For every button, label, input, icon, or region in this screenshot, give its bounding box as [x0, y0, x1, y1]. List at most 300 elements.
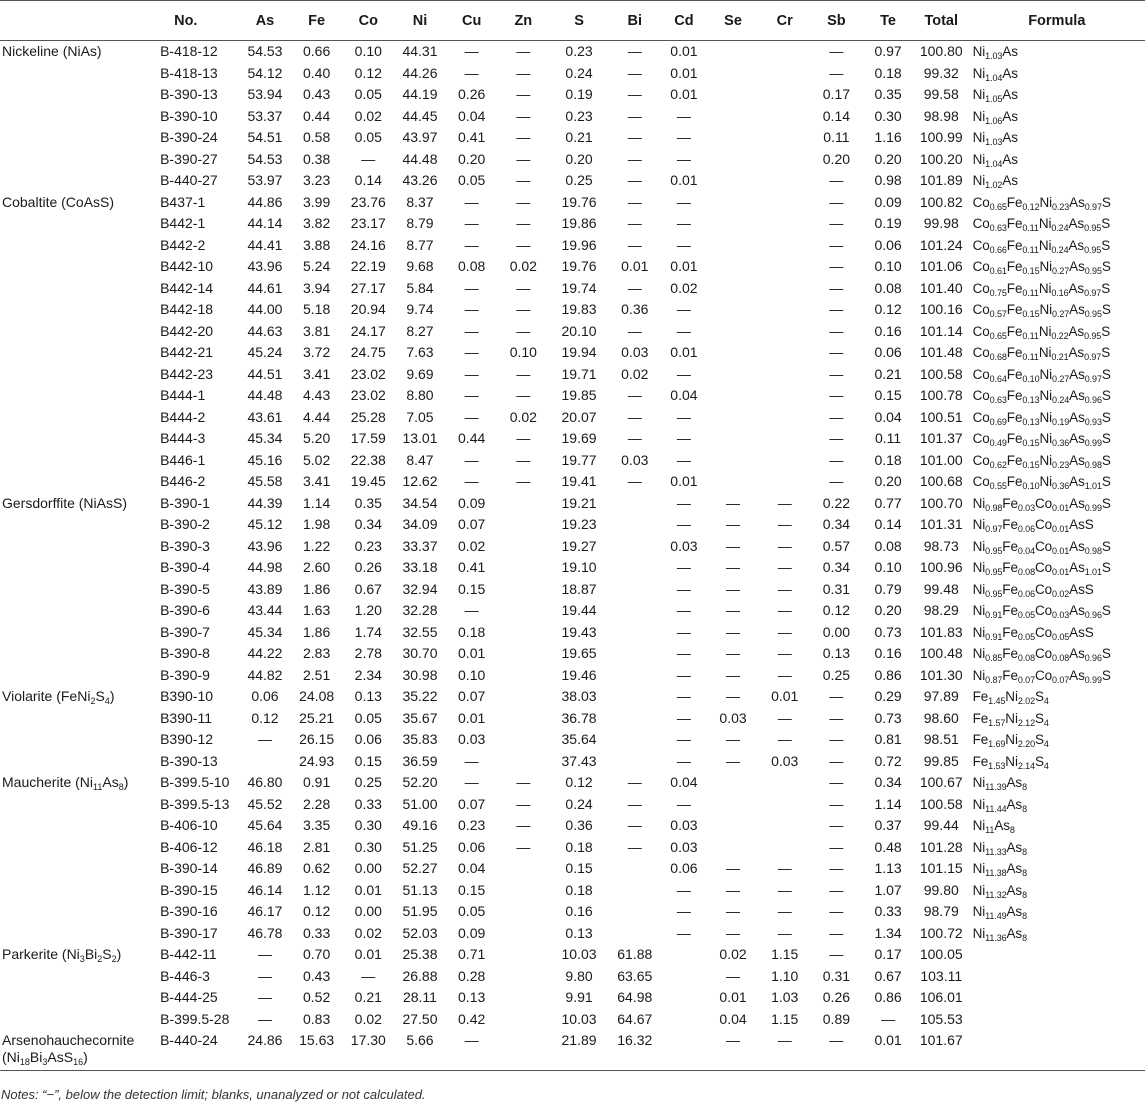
value-cell-cd: 0.03: [670, 817, 698, 833]
value-cell-cr: 1.15: [771, 946, 799, 962]
value-cell-cd: —: [676, 516, 691, 532]
value-cell-ni: 8.79: [406, 215, 434, 231]
value-cell-te: 0.35: [874, 86, 902, 102]
value-cell-total: 99.48: [923, 580, 959, 597]
value-cell-cu: 0.04: [458, 860, 486, 876]
value-cell-zn: —: [516, 365, 531, 382]
value-cell-cd: 0.01: [670, 172, 698, 188]
value-cell-s: 36.78: [561, 709, 597, 726]
formula-cell: $Ni_{11.33}As_8$: [972, 839, 1027, 857]
value-cell-cu: 0.06: [458, 838, 486, 855]
value-cell-total: 100.99: [919, 129, 963, 145]
value-cell-cr: [759, 106, 811, 128]
value-cell-fe: 2.51: [303, 666, 331, 683]
value-cell-as: 0.12: [251, 709, 279, 726]
value-cell-fe: 3.35: [303, 817, 331, 833]
value-cell-co: 1.20: [354, 602, 382, 618]
formula-cell: $Ni_{11.49}As_8$: [972, 904, 1027, 921]
value-cell-total: 101.31: [919, 516, 963, 532]
value-cell-zn: [497, 536, 549, 558]
value-cell-ni: 9.68: [406, 258, 434, 274]
value-cell-as: —: [257, 989, 272, 1005]
value-cell-fe: 0.43: [303, 967, 331, 984]
value-cell-cd: —: [676, 107, 691, 124]
value-cell-bi: —: [627, 473, 642, 489]
table-row: [0, 751, 1145, 773]
column-header-as: As: [239, 1, 291, 41]
value-cell-te: —: [881, 1010, 896, 1027]
value-cell-total: 101.00: [919, 451, 963, 468]
value-cell-as: 0.06: [251, 688, 279, 704]
value-cell-zn: [497, 708, 549, 730]
value-cell-te: 0.08: [874, 279, 902, 296]
value-cell-bi: [609, 579, 661, 601]
value-cell-s: 0.13: [565, 924, 593, 941]
value-cell-se: —: [726, 688, 741, 704]
value-cell-zn: [497, 643, 549, 665]
value-cell-cd: —: [676, 322, 691, 339]
value-cell-bi: —: [627, 193, 642, 210]
sample-number-cell: B442-23: [160, 365, 214, 382]
value-cell-cd: 0.03: [670, 838, 698, 855]
value-cell-total: 101.37: [919, 430, 963, 446]
value-cell-co: 0.30: [354, 817, 382, 833]
value-cell-fe: 3.41: [303, 365, 331, 382]
table-row: [0, 364, 1145, 386]
value-cell-co: 0.00: [354, 903, 382, 919]
value-cell-zn: —: [516, 150, 531, 167]
value-cell-cu: —: [464, 451, 479, 468]
value-cell-sb: —: [829, 64, 844, 81]
sample-number-cell: B-399.5-28: [160, 1010, 230, 1027]
table-row: [0, 665, 1145, 687]
formula-cell: $Co_{0.75}Fe_{0.11}Ni_{0.16}As_{0.97}S$: [972, 280, 1111, 298]
value-cell-as: —: [257, 967, 272, 984]
value-cell-as: [239, 751, 291, 773]
value-cell-te: 0.16: [874, 645, 902, 661]
value-cell-se: —: [726, 666, 741, 683]
value-cell-bi: —: [627, 129, 642, 145]
value-cell-as: 45.34: [247, 623, 283, 640]
table-row: [0, 880, 1145, 902]
value-cell-co: 0.14: [354, 172, 382, 188]
value-cell-te: 0.73: [874, 709, 902, 726]
value-cell-sb: —: [829, 860, 844, 876]
table-row: [0, 299, 1145, 321]
value-cell-cd: 0.01: [670, 258, 698, 274]
value-cell-se: [707, 450, 759, 472]
value-cell-te: 0.10: [874, 258, 902, 274]
value-cell-fe: 0.40: [303, 64, 331, 81]
table-row: [0, 686, 1145, 708]
value-cell-co: 0.02: [354, 924, 382, 941]
value-cell-te: 0.29: [874, 688, 902, 704]
value-cell-co: —: [361, 150, 376, 167]
value-cell-co: 0.10: [354, 43, 382, 59]
sample-number-cell: B-390-3: [160, 537, 210, 554]
value-cell-s: 0.23: [565, 43, 593, 59]
value-cell-zn: —: [516, 795, 531, 812]
value-cell-co: 0.02: [354, 107, 382, 124]
value-cell-cr: [759, 127, 811, 149]
table-row: [0, 471, 1145, 493]
value-cell-cu: 0.05: [458, 903, 486, 919]
value-cell-as: 53.94: [247, 86, 283, 102]
value-cell-sb: —: [829, 344, 844, 360]
value-cell-se: —: [726, 537, 741, 554]
value-cell-te: 1.14: [874, 795, 902, 812]
value-cell-te: 0.18: [874, 64, 902, 81]
value-cell-sb: —: [829, 774, 844, 790]
value-cell-cr: —: [777, 516, 792, 532]
value-cell-s: 0.23: [565, 107, 593, 124]
value-cell-ni: 9.69: [406, 365, 434, 382]
sample-number-cell: B-390-6: [160, 602, 210, 618]
value-cell-cu: 0.28: [458, 967, 486, 984]
value-cell-s: 19.27: [561, 537, 597, 554]
sample-number-cell: B444-2: [160, 408, 206, 425]
value-cell-bi: 64.98: [617, 989, 653, 1005]
value-cell-bi: —: [627, 215, 642, 231]
value-cell-bi: —: [627, 107, 642, 124]
value-cell-s: 0.19: [565, 86, 593, 102]
value-cell-cd: 0.04: [670, 387, 698, 403]
sample-number-cell: B-390-8: [160, 645, 210, 661]
value-cell-s: 0.24: [565, 795, 593, 812]
value-cell-as: 44.41: [247, 236, 283, 253]
value-cell-co: 1.74: [354, 623, 382, 640]
value-cell-ni: 51.95: [402, 903, 438, 919]
value-cell-bi: —: [627, 322, 642, 339]
column-header-te: Te: [862, 1, 914, 41]
value-cell-bi: 0.02: [621, 365, 649, 382]
value-cell-te: 0.48: [874, 838, 902, 855]
value-cell-s: 19.86: [561, 215, 597, 231]
value-cell-co: 0.67: [354, 580, 382, 597]
value-cell-se: 0.02: [719, 946, 747, 962]
formula-cell: $Ni_{11.38}As_8$: [972, 861, 1027, 878]
value-cell-te: 0.67: [874, 967, 902, 984]
value-cell-total: 100.58: [919, 795, 963, 812]
value-cell-sb: 0.22: [822, 494, 851, 511]
value-cell-co: 25.28: [350, 408, 386, 425]
table-row: [0, 837, 1145, 859]
sample-number-cell: B390-11: [160, 709, 212, 726]
value-cell-te: 0.20: [874, 602, 902, 618]
value-cell-te: 0.15: [874, 387, 902, 403]
value-cell-ni: 44.45: [402, 107, 438, 124]
value-cell-zn: —: [516, 430, 531, 446]
value-cell-ni: 13.01: [402, 430, 438, 446]
value-cell-as: 44.82: [247, 666, 283, 683]
value-cell-cu: —: [464, 387, 479, 403]
value-cell-zn: —: [516, 215, 531, 231]
value-cell-s: 19.77: [561, 451, 597, 468]
value-cell-sb: —: [811, 1030, 863, 1071]
sample-number-cell: B-390-15: [160, 881, 218, 898]
value-cell-co: 0.00: [354, 860, 382, 876]
value-cell-as: 43.96: [247, 537, 283, 554]
value-cell-ni: 7.63: [406, 344, 434, 360]
table-body: [0, 41, 1145, 1071]
value-cell-cr: 1.10: [771, 967, 799, 984]
formula-cell: $Co_{0.62}Fe_{0.15}Ni_{0.23}As_{0.98}S$: [972, 452, 1111, 470]
formula-cell: $Ni_{0.85}Fe_{0.08}Co_{0.08}As_{0.96}S$: [972, 646, 1111, 663]
value-cell-cu: 0.44: [458, 430, 486, 446]
value-cell-total: 100.72: [919, 924, 963, 941]
value-cell-te: 0.06: [874, 344, 902, 360]
value-cell-s: 19.85: [561, 387, 597, 403]
value-cell-te: 0.20: [874, 150, 902, 167]
sample-number-cell: B390-12: [160, 731, 214, 747]
value-cell-zn: —: [516, 193, 531, 210]
value-cell-as: 53.97: [247, 172, 283, 188]
value-cell-total: 101.24: [919, 236, 963, 253]
value-cell-bi: 0.01: [621, 258, 649, 274]
formula-cell: $Ni_{0.95}Fe_{0.08}Co_{0.01}As_{1.01}S$: [972, 560, 1111, 577]
sample-number-cell: B-390-7: [160, 623, 210, 640]
value-cell-s: 19.76: [561, 193, 597, 210]
sample-number-cell: B444-3: [160, 430, 206, 446]
value-cell-s: 19.43: [561, 623, 597, 640]
value-cell-as: 45.64: [247, 817, 283, 833]
value-cell-fe: 1.14: [303, 494, 331, 511]
value-cell-bi: [609, 643, 661, 665]
value-cell-cd: —: [676, 215, 691, 231]
value-cell-cr: [759, 815, 811, 837]
value-cell-total: 101.14: [919, 322, 963, 339]
value-cell-te: 0.11: [874, 430, 902, 446]
value-cell-total: 98.98: [923, 107, 959, 124]
value-cell-ni: 32.28: [402, 602, 438, 618]
value-cell-bi: 16.32: [609, 1030, 661, 1071]
value-cell-bi: [609, 923, 661, 945]
value-cell-se: [707, 299, 759, 321]
value-cell-as: 44.98: [247, 559, 283, 575]
value-cell-se: —: [726, 903, 741, 919]
value-cell-se: [707, 837, 759, 859]
value-cell-te: 0.21: [874, 365, 902, 382]
value-cell-total: 103.11: [920, 967, 963, 984]
value-cell-sb: —: [829, 881, 844, 898]
value-cell-cd: —: [676, 795, 691, 812]
value-cell-s: 18.87: [561, 580, 597, 597]
value-cell-s: 0.24: [565, 64, 593, 81]
value-cell-fe: 25.21: [299, 709, 335, 726]
table-row: [0, 450, 1145, 472]
value-cell-sb: —: [829, 451, 844, 468]
value-cell-bi: —: [627, 150, 642, 167]
value-cell-cd: —: [676, 688, 691, 704]
value-cell-cu: 0.07: [458, 516, 486, 532]
value-cell-sb: —: [829, 258, 844, 274]
formula-cell: [969, 966, 1145, 988]
table-row: [0, 493, 1145, 515]
value-cell-as: 44.22: [247, 645, 283, 661]
value-cell-te: 0.77: [874, 494, 902, 511]
value-cell-zn: [497, 600, 549, 622]
value-cell-te: 0.72: [874, 752, 902, 769]
value-cell-fe: 5.20: [303, 430, 331, 446]
value-cell-s: 0.20: [565, 150, 593, 167]
value-cell-as: 44.86: [247, 193, 283, 210]
value-cell-fe: 2.28: [303, 795, 331, 812]
value-cell-fe: 3.82: [303, 215, 331, 231]
formula-cell: $Ni_{1.03}As$: [972, 44, 1018, 61]
value-cell-cd: —: [676, 150, 691, 167]
sample-number-cell: B-390-5: [160, 580, 210, 597]
value-cell-total: 99.80: [923, 881, 959, 898]
formula-cell: $Co_{0.65}Fe_{0.11}Ni_{0.22}As_{0.95}S$: [972, 323, 1111, 341]
value-cell-ni: 33.18: [402, 559, 438, 575]
value-cell-bi: —: [627, 236, 642, 253]
value-cell-as: 46.80: [247, 774, 283, 790]
column-header-no: No.: [160, 1, 239, 41]
value-cell-co: 0.35: [354, 494, 382, 511]
value-cell-as: 45.58: [247, 473, 283, 489]
value-cell-sb: —: [829, 43, 844, 59]
formula-cell: $Fe_{1.45}Ni_{2.02}S_4$: [972, 689, 1049, 706]
sample-number-cell: B-390-14: [160, 860, 218, 876]
formula-cell: $Ni_{0.97}Fe_{0.06}Co_{0.01}AsS$: [972, 517, 1094, 534]
value-cell-te: 0.16: [874, 322, 902, 339]
value-cell-total: 100.20: [919, 150, 963, 167]
value-cell-sb: 0.11: [823, 129, 850, 145]
value-cell-zn: [497, 1009, 549, 1031]
sample-number-cell: B-399.5-13: [160, 795, 230, 812]
value-cell-cr: [759, 837, 811, 859]
value-cell-ni: 27.50: [402, 1010, 438, 1027]
value-cell-zn: —: [516, 107, 531, 124]
value-cell-se: —: [707, 1030, 759, 1071]
value-cell-as: 45.12: [247, 516, 283, 532]
value-cell-se: [707, 106, 759, 128]
value-cell-cu: 0.18: [458, 623, 486, 640]
sample-number-cell: B-442-11: [160, 946, 217, 962]
value-cell-cd: 0.01: [670, 344, 698, 360]
value-cell-as: 45.34: [247, 430, 283, 446]
value-cell-cr: 0.01: [771, 688, 799, 704]
value-cell-total: 101.89: [919, 172, 963, 188]
value-cell-te: 1.16: [874, 129, 902, 145]
value-cell-cr: [759, 428, 811, 450]
table-row: [0, 321, 1145, 343]
value-cell-cd: —: [676, 924, 691, 941]
value-cell-se: —: [726, 580, 741, 597]
value-cell-ni: 26.88: [402, 967, 438, 984]
value-cell-cu: 0.23: [458, 817, 486, 833]
value-cell-s: 38.03: [561, 688, 597, 704]
value-cell-ni: 52.03: [402, 924, 438, 941]
column-header-formula: Formula: [969, 1, 1145, 41]
value-cell-se: 0.04: [719, 1010, 747, 1027]
value-cell-co: 0.30: [354, 838, 382, 855]
table-row: [0, 514, 1145, 536]
column-header-sb: Sb: [811, 1, 863, 41]
value-cell-cd: —: [676, 451, 691, 468]
value-cell-s: 0.18: [565, 881, 593, 898]
value-cell-fe: 0.70: [303, 946, 331, 962]
value-cell-as: 46.89: [247, 860, 283, 876]
value-cell-bi: 63.65: [617, 967, 653, 984]
table-row: [0, 106, 1145, 128]
column-header-bi: Bi: [609, 1, 661, 41]
value-cell-fe: 26.15: [299, 731, 335, 747]
formula-cell: $Co_{0.49}Fe_{0.15}Ni_{0.36}As_{0.99}S$: [972, 431, 1111, 448]
value-cell-total: 105.53: [919, 1010, 963, 1027]
value-cell-total: 99.58: [923, 86, 959, 102]
value-cell-cd: [661, 944, 708, 966]
value-cell-ni: 52.20: [402, 774, 438, 790]
formula-cell: $Ni_{11.36}As_8$: [972, 925, 1027, 943]
value-cell-bi: [609, 708, 661, 730]
value-cell-se: [707, 772, 759, 794]
table-row: [0, 772, 1145, 794]
value-cell-s: 19.65: [561, 645, 597, 661]
value-cell-s: 20.10: [561, 322, 597, 339]
value-cell-te: 0.20: [874, 473, 902, 489]
value-cell-bi: [609, 751, 661, 773]
value-cell-total: 101.30: [919, 666, 963, 683]
value-cell-co: 0.13: [354, 688, 382, 704]
value-cell-se: [707, 794, 759, 816]
value-cell-s: 19.96: [561, 236, 597, 253]
value-cell-ni: 32.55: [402, 623, 438, 640]
value-cell-fe: 3.72: [303, 344, 331, 360]
value-cell-zn: [497, 1030, 549, 1071]
value-cell-ni: 30.98: [402, 666, 438, 683]
sample-number-cell: B-390-13: [160, 752, 218, 769]
value-cell-ni: 44.31: [402, 43, 438, 59]
value-cell-s: 9.80: [565, 967, 593, 984]
value-cell-co: 0.21: [354, 989, 382, 1005]
value-cell-cr: [759, 385, 811, 407]
value-cell-cr: 0.03: [771, 752, 799, 769]
sample-number-cell: B-418-12: [160, 43, 218, 59]
value-cell-cd: 0.04: [670, 774, 698, 790]
value-cell-total: 99.32: [923, 64, 959, 81]
value-cell-cd: 0.01: [670, 473, 698, 489]
value-cell-as: 44.39: [247, 494, 283, 511]
formula-cell: $Co_{0.63}Fe_{0.11}Ni_{0.24}As_{0.95}S$: [972, 216, 1111, 233]
value-cell-sb: —: [829, 688, 844, 704]
value-cell-zn: [497, 923, 549, 945]
value-cell-zn: [497, 665, 549, 687]
table-row: [0, 987, 1145, 1009]
value-cell-te: 0.19: [874, 215, 902, 231]
table-row: [0, 579, 1145, 601]
table-row: [0, 944, 1145, 966]
value-cell-bi: —: [627, 408, 642, 425]
sample-number-cell: B442-14: [160, 279, 214, 296]
value-cell-te: 0.37: [874, 817, 902, 833]
value-cell-cu: —: [464, 473, 479, 489]
value-cell-zn: —: [516, 64, 531, 81]
value-cell-ni: 51.00: [402, 795, 438, 812]
value-cell-co: 20.94: [350, 301, 386, 317]
value-cell-as: 54.12: [247, 64, 283, 81]
formula-cell: $Ni_{0.95}Fe_{0.04}Co_{0.01}As_{0.98}S$: [972, 538, 1111, 556]
value-cell-co: 22.38: [350, 451, 386, 468]
value-cell-s: 19.76: [561, 258, 597, 274]
value-cell-total: 98.51: [923, 731, 959, 747]
value-cell-cr: —: [777, 860, 792, 876]
value-cell-co: 0.34: [354, 516, 382, 532]
value-cell-se: [707, 256, 759, 278]
sample-number-cell: B-390-16: [160, 903, 218, 919]
value-cell-total: 98.73: [923, 537, 959, 554]
value-cell-se: [707, 471, 759, 493]
